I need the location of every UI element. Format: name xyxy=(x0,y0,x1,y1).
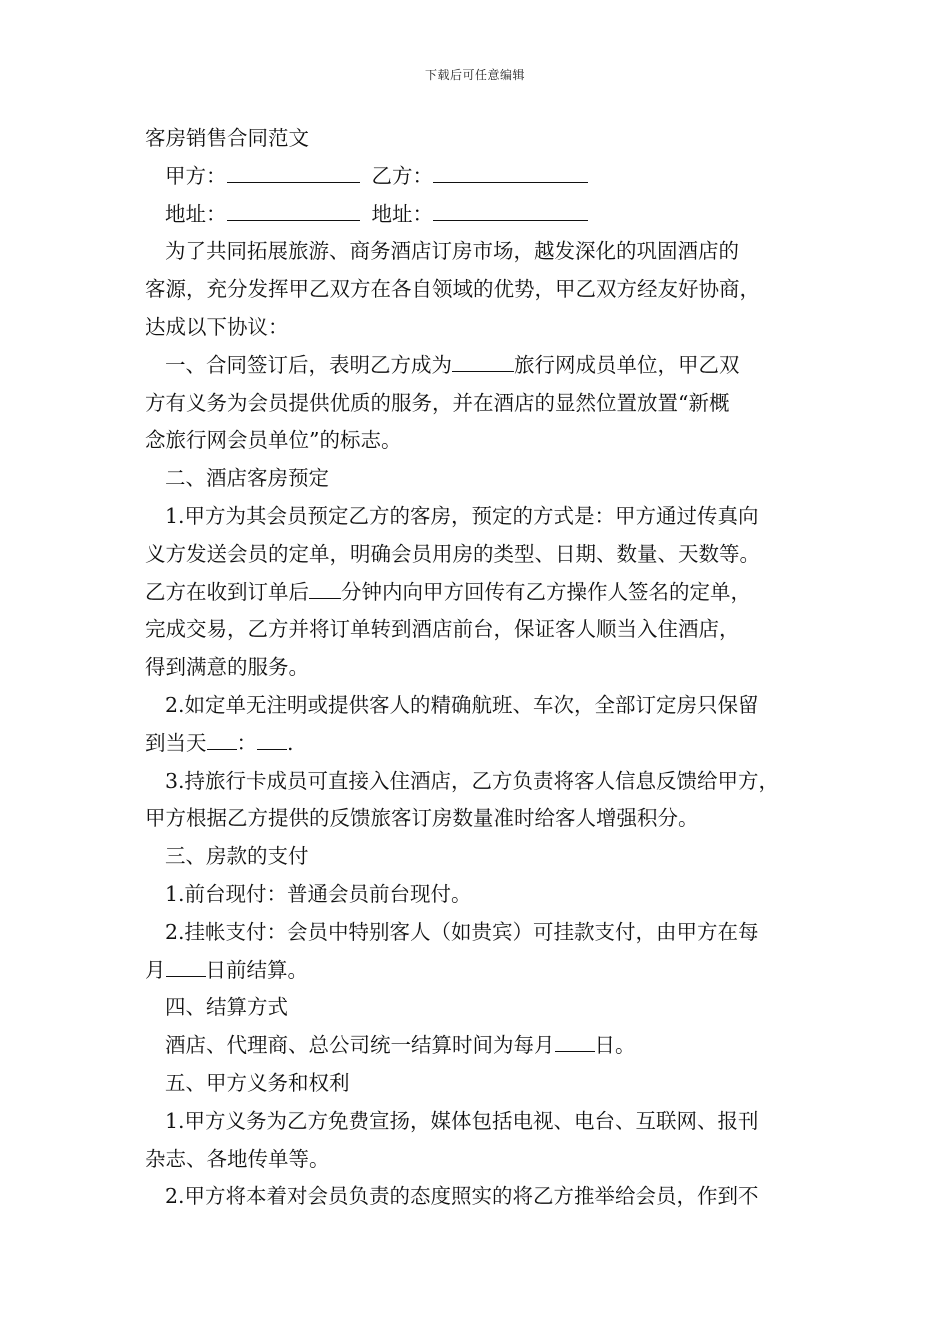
text-segment: 日前结算。 xyxy=(205,957,308,982)
paragraph-line xyxy=(145,725,815,763)
section-heading: 二、酒店客房预定 xyxy=(165,466,329,491)
paragraph-line xyxy=(145,952,815,990)
document-title: 客房销售合同范文 xyxy=(145,126,309,150)
text-segment: 乙方在收到订单后 xyxy=(145,579,309,604)
paragraph-line: 甲方根据乙方提供的反馈旅客订房数量准时给客人增强积分。 xyxy=(145,806,699,831)
party-a-blank xyxy=(227,164,360,183)
paragraph-line xyxy=(145,1027,815,1065)
text-segment: 月 xyxy=(145,957,166,982)
address-b-blank xyxy=(433,202,588,221)
minutes-blank xyxy=(309,580,341,599)
text-segment: 旅行网成员单位，甲乙双 xyxy=(514,352,740,377)
paragraph-line: 2.如定单无注明或提供客人的精确航班、车次，全部订定房只保留 xyxy=(165,692,759,717)
section-heading: 三、房款的支付 xyxy=(165,844,309,869)
party-a-label: 甲方： xyxy=(165,163,227,188)
paragraph-line: 客源，充分发挥甲乙双方在各自领域的优势，甲乙双方经友好协商， xyxy=(145,277,760,302)
paragraph-line: 得到满意的服务。 xyxy=(145,655,309,680)
text-segment: 日。 xyxy=(594,1033,636,1058)
party-b-label: 乙方： xyxy=(371,163,433,188)
paragraph-line: 方有义务为会员提供优质的服务，并在酒店的显然位置放置“新概 xyxy=(145,390,730,415)
paragraph-line: 念旅行网会员单位”的标志。 xyxy=(145,428,402,453)
paragraph-line: 2.挂帐支付：会员中特别客人（如贵宾）可挂款支付，由甲方在每 xyxy=(165,919,759,944)
text-segment: 一、合同签订后，表明乙方成为 xyxy=(165,352,452,377)
text-segment: 分钟内向甲方回传有乙方操作人签名的定单， xyxy=(341,579,751,604)
paragraph-line: 完成交易，乙方并将订单转到酒店前台，保证客人顺当入住酒店， xyxy=(145,617,740,642)
paragraph-line: 2.甲方将本着对会员负责的态度照实的将乙方推举给会员，作到不 xyxy=(165,1184,759,1209)
section-heading: 四、结算方式 xyxy=(165,995,288,1020)
party-b-blank xyxy=(433,164,588,183)
text-segment: 酒店、代理商、总公司统一结算时间为每月 xyxy=(165,1033,555,1058)
text-segment: . xyxy=(287,730,294,755)
text-segment: 到当天 xyxy=(145,730,207,755)
party-names-line xyxy=(145,158,815,196)
paragraph-line: 1.前台现付：普通会员前台现付。 xyxy=(165,881,472,906)
paragraph-line: 1.甲方义务为乙方免费宣扬，媒体包括电视、电台、互联网、报刊 xyxy=(165,1108,759,1133)
hour-blank xyxy=(207,731,237,750)
paragraph-line xyxy=(145,347,815,385)
settlement-day-blank xyxy=(166,958,206,977)
monthly-day-blank xyxy=(555,1033,595,1052)
paragraph-line: 杂志、各地传单等。 xyxy=(145,1146,330,1171)
paragraph-line xyxy=(145,574,815,612)
document-body xyxy=(145,120,815,1216)
paragraph-line: 1.甲方为其会员预定乙方的客房，预定的方式是：甲方通过传真向 xyxy=(165,503,759,528)
paragraph-line: 达成以下协议： xyxy=(145,314,289,339)
section-heading: 五、甲方义务和权利 xyxy=(165,1070,350,1095)
address-a-label: 地址： xyxy=(165,201,227,226)
address-b-label: 地址： xyxy=(371,201,433,226)
paragraph-line: 义方发送会员的定单，明确会员用房的类型、日期、数量、天数等。 xyxy=(145,541,760,566)
address-a-blank xyxy=(227,202,360,221)
minute-blank xyxy=(257,731,287,750)
party-address-line xyxy=(145,196,815,234)
page-header: 下载后可任意编辑 xyxy=(424,68,525,82)
paragraph-line: 3.持旅行卡成员可直接入住酒店，乙方负责将客人信息反馈给甲方， xyxy=(165,768,780,793)
member-name-blank xyxy=(452,353,514,372)
paragraph-line: 为了共同拓展旅游、商务酒店订房市场，越发深化的巩固酒店的 xyxy=(165,239,739,264)
text-segment: ： xyxy=(236,730,257,755)
